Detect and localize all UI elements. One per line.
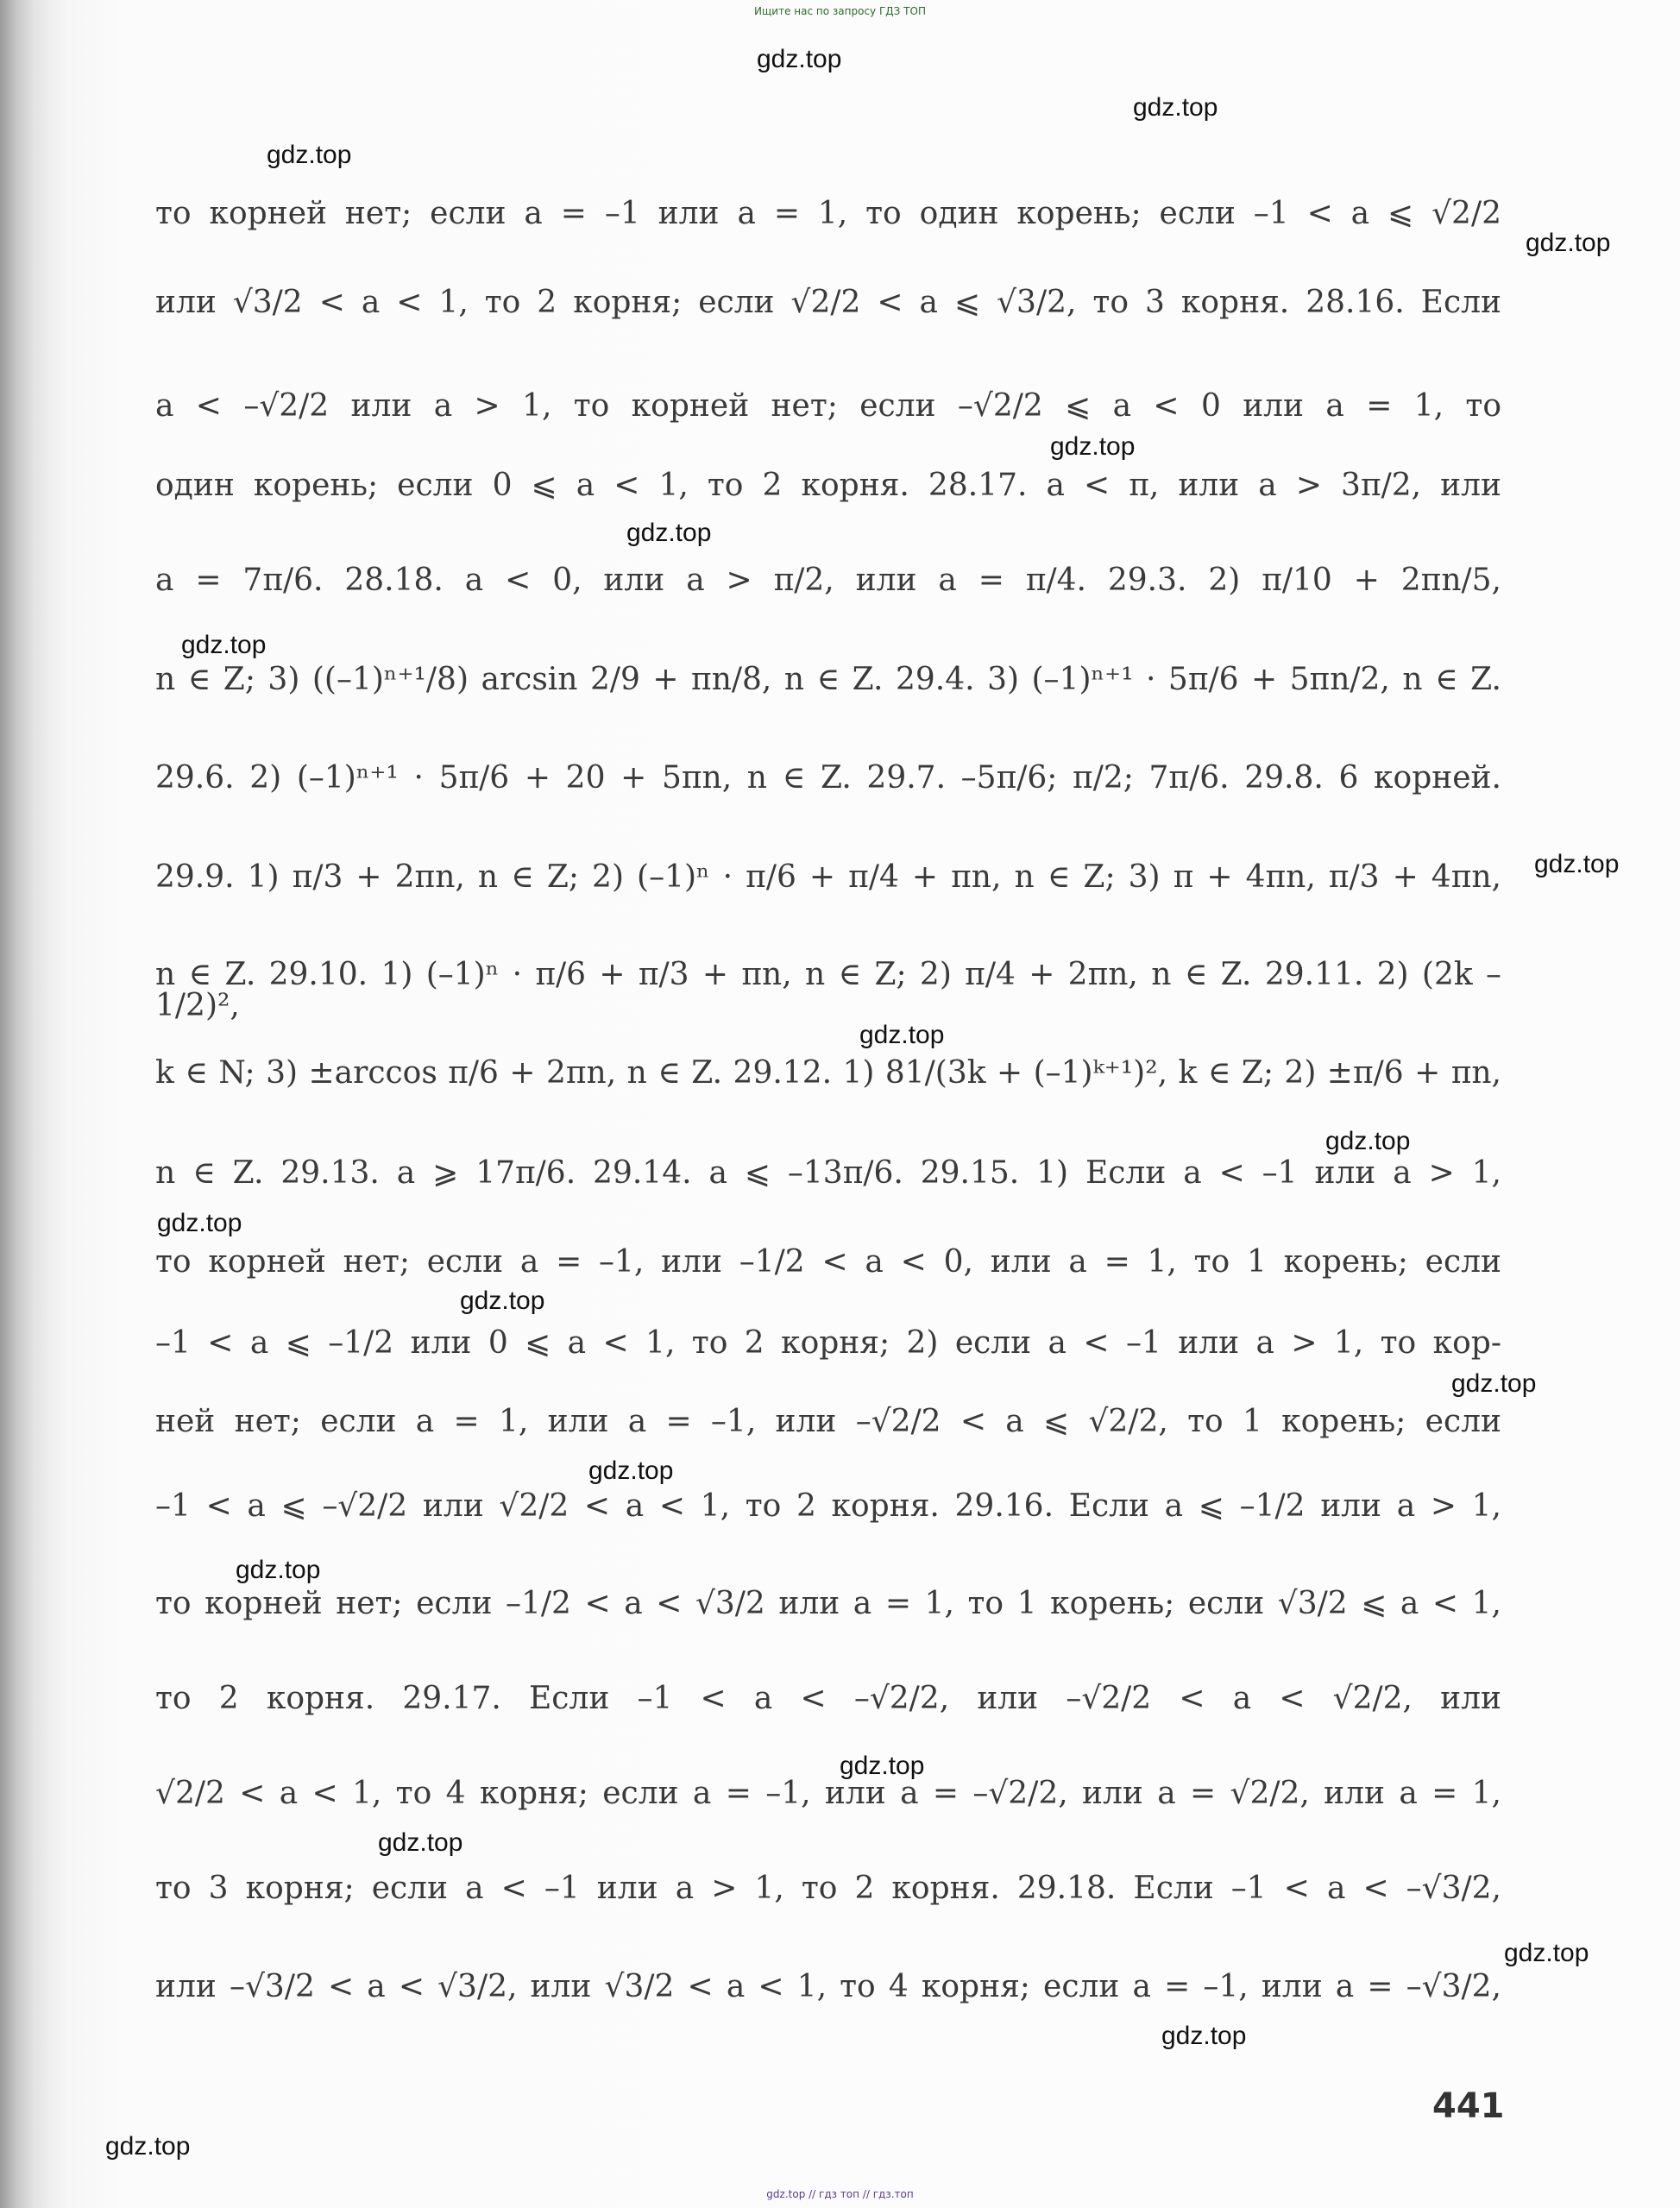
answer-line: n ∈ Z. 29.13. a ⩾ 17π/6. 29.14. a ⩽ –13π/6. 29.15. 1) Если a < –1 или a > 1, [155, 1155, 1501, 1191]
watermark: gdz.top [1504, 1939, 1589, 1967]
answer-line: один корень; если 0 ⩽ a < 1, то 2 корня. 28.17. a < π, или a > 3π/2, или [155, 468, 1501, 503]
answer-line: то корней нет; если a = –1 или a = 1, то один корень; если –1 < a ⩽ √2/2 [155, 196, 1501, 231]
answer-line: √2/2 < a < 1, то 4 корня; если a = –1, или a = –√2/2, или a = √2/2, или a = 1, [155, 1776, 1501, 1811]
answer-line: a = 7π/6. 28.18. a < 0, или a > π/2, или a = π/4. 29.3. 2) π/10 + 2πn/5, [155, 563, 1501, 598]
watermark: gdz.top [378, 1828, 463, 1857]
answer-line: ней нет; если a = 1, или a = –1, или –√2/2 < a ⩽ √2/2, то 1 корень; если [155, 1404, 1501, 1439]
watermark: gdz.top [267, 141, 352, 169]
watermark: gdz.top [757, 45, 842, 73]
answer-line: n ∈ Z; 3) ((–1)ⁿ⁺¹/8) arcsin 2/9 + πn/8, n ∈ Z. 29.4. 3) (–1)ⁿ⁺¹ · 5π/6 + 5πn/2, n ∈ Z. [155, 662, 1501, 697]
answer-line: то 2 корня. 29.17. Если –1 < a < –√2/2, или –√2/2 < a < √2/2, или [155, 1681, 1501, 1716]
watermark: gdz.top [1526, 229, 1611, 257]
page-number: 441 [1432, 2086, 1505, 2126]
answer-line: то корней нет; если a = –1, или –1/2 < a < 0, или a = 1, то 1 корень; если [155, 1244, 1501, 1280]
watermark: gdz.top [1161, 2022, 1247, 2050]
watermark: gdz.top [460, 1286, 545, 1315]
watermark: gdz.top [1451, 1369, 1537, 1398]
watermark: gdz.top [1050, 432, 1136, 461]
answer-line: или √3/2 < a < 1, то 2 корня; если √2/2 < a ⩽ √3/2, то 3 корня. 28.16. Если [155, 285, 1501, 320]
bottom-banner: gdz.top // гдз топ // гдз.топ [766, 2188, 914, 2200]
answer-line: –1 < a ⩽ –1/2 или 0 ⩽ a < 1, то 2 корня; 2) если a < –1 или a > 1, то кор- [155, 1325, 1501, 1361]
answer-line: или –√3/2 < a < √3/2, или √3/2 < a < 1, то 4 корня; если a = –1, или a = –√3/2, [155, 1969, 1501, 2004]
page-fold-shadow [0, 0, 52, 2208]
watermark: gdz.top [588, 1456, 674, 1485]
watermark: gdz.top [1325, 1127, 1411, 1155]
watermark: gdz.top [859, 1021, 945, 1049]
answer-line: 29.9. 1) π/3 + 2πn, n ∈ Z; 2) (–1)ⁿ · π/6 + π/4 + πn, n ∈ Z; 3) π + 4πn, π/3 + 4πn, [155, 859, 1501, 895]
watermark: gdz.top [1534, 850, 1620, 878]
answer-line: 29.6. 2) (–1)ⁿ⁺¹ · 5π/6 + 20 + 5πn, n ∈ Z. 29.7. –5π/6; π/2; 7π/6. 29.8. 6 корней. [155, 760, 1501, 796]
watermark: gdz.top [626, 519, 712, 547]
watermark: gdz.top [157, 1209, 242, 1237]
watermark: gdz.top [105, 2132, 191, 2161]
top-banner: Ищите нас по запросу ГДЗ ТОП [754, 5, 926, 17]
answer-line: n ∈ Z. 29.10. 1) (–1)ⁿ · π/6 + π/3 + πn, n ∈ Z; 2) π/4 + 2πn, n ∈ Z. 29.11. 2) (2k – 1/2)², [155, 957, 1501, 1023]
answer-line: a < –√2/2 или a > 1, то корней нет; если –√2/2 ⩽ a < 0 или a = 1, то [155, 388, 1501, 424]
watermark: gdz.top [840, 1752, 925, 1780]
answer-line: то корней нет; если –1/2 < a < √3/2 или a = 1, то 1 корень; если √3/2 ⩽ a < 1, [155, 1586, 1501, 1621]
answer-line: то 3 корня; если a < –1 или a > 1, то 2 корня. 29.18. Если –1 < a < –√3/2, [155, 1871, 1501, 1906]
answer-line: k ∈ N; 3) ±arccos π/6 + 2πn, n ∈ Z. 29.12. 1) 81/(3k + (–1)ᵏ⁺¹)², k ∈ Z; 2) ±π/6 + πn, [155, 1055, 1501, 1091]
watermark: gdz.top [181, 631, 267, 659]
watermark: gdz.top [1133, 93, 1218, 122]
watermark: gdz.top [236, 1556, 321, 1584]
answer-line: –1 < a ⩽ –√2/2 или √2/2 < a < 1, то 2 корня. 29.16. Если a ⩽ –1/2 или a > 1, [155, 1488, 1501, 1524]
